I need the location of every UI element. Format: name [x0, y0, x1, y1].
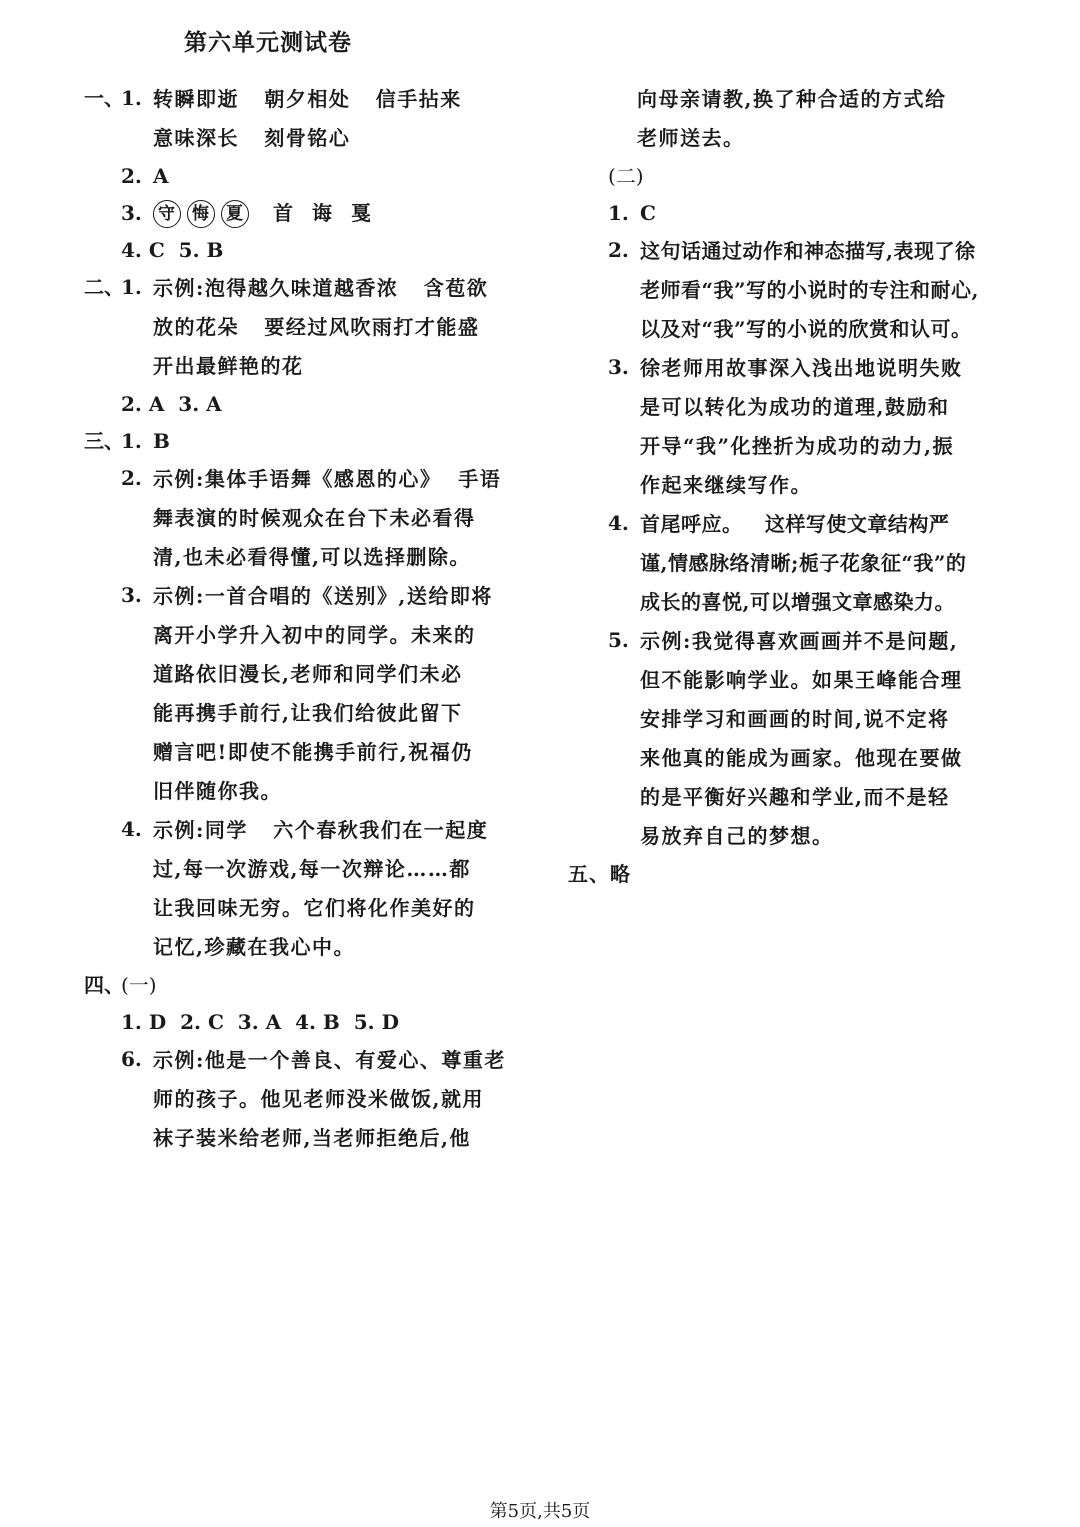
subsection-2-q4 — [608, 505, 1008, 622]
answer-line: 离开小学升入初中的同学。未来的 — [153, 623, 476, 647]
section-4-header — [84, 967, 504, 1004]
section-4-q6 — [84, 1041, 504, 1158]
answer-line: 谨,情感脉络清晰;栀子花象征“我”的 — [640, 551, 967, 575]
answer-text — [640, 232, 1008, 349]
question-number: 3. — [121, 583, 142, 607]
answer-text — [153, 577, 504, 811]
subsection-2-q2 — [608, 232, 1008, 349]
answer-line: 但不能影响学业。如果王峰能合理 — [640, 668, 963, 692]
question-number: 1. — [121, 429, 142, 453]
answer-text: A — [153, 164, 170, 188]
page-title: 第六单元测试卷 — [184, 29, 352, 56]
section-3-q2 — [84, 460, 504, 577]
answer-text — [640, 622, 1008, 856]
question-number: 2. — [608, 238, 629, 262]
answer-line: 让我回味无穷。它们将化作美好的 — [153, 896, 476, 920]
answer-text: C — [640, 201, 657, 225]
answer-line: 师的孩子。他见老师没米做饭,就用 — [153, 1087, 484, 1111]
answer-text — [640, 349, 1008, 505]
answer-line: 舞表演的时候观众在台下未必看得 — [153, 506, 476, 530]
answer-line: 向母亲请教,换了种合适的方式给 — [637, 87, 947, 111]
answer-text — [153, 269, 504, 386]
answer-line: 成长的喜悦,可以增强文章感染力。 — [640, 590, 955, 614]
answer-line: 是可以转化为成功的道理,鼓励和 — [640, 395, 950, 419]
left-column — [84, 80, 504, 1158]
section-3-q1 — [84, 423, 504, 460]
answer-line: 老师看“我”写的小说时的专注和耐心, — [640, 278, 979, 302]
answer-line: 记忆,珍藏在我心中。 — [153, 935, 355, 959]
answer-chars — [153, 195, 504, 232]
section-5 — [568, 856, 1008, 893]
section-2-q2-q3 — [84, 386, 504, 423]
answer-line: 转瞬即逝 朝夕相处 信手拈来 — [153, 87, 462, 111]
answer-line: 袜子装米给老师,当老师拒绝后,他 — [153, 1126, 471, 1150]
question-number: 1. — [121, 275, 142, 299]
answer-line: 示例:集体手语舞《感恩的心》 手语 — [153, 467, 502, 491]
answer-line: 首尾呼应。 这样写使文章结构严 — [640, 512, 950, 536]
answer-text — [637, 80, 1008, 158]
answer-line: 示例:一首合唱的《送别》,送给即将 — [153, 584, 493, 608]
answer-line: 能再携手前行,让我们给彼此留下 — [153, 701, 463, 725]
section-2-q1 — [84, 269, 504, 386]
answer-line: 道路依旧漫长,老师和同学们未必 — [153, 662, 463, 686]
correct-char: 诲 — [312, 201, 333, 225]
subsection-label: (二) — [608, 164, 644, 188]
answer-line: 开导“我”化挫折为成功的动力,振 — [640, 434, 954, 458]
answer-line: 意味深长 刻骨铭心 — [153, 126, 351, 150]
answer-line: 来他真的能成为画家。他现在要做 — [640, 746, 963, 770]
answer-line: 以及对“我”写的小说的欣赏和认可。 — [640, 317, 972, 341]
subsection-2-q1 — [608, 195, 1008, 232]
subsection-2-header — [608, 158, 1008, 195]
question-number: 4. — [608, 511, 629, 535]
answer-line: 示例:同学 六个春秋我们在一起度 — [153, 818, 489, 842]
section-3-q3 — [84, 577, 504, 811]
question-number: 3. — [121, 201, 142, 225]
question-number: 2. — [121, 466, 142, 490]
question-number: 6. — [121, 1047, 142, 1071]
section-1-q4-q5 — [84, 232, 504, 269]
question-number: 1. — [121, 86, 142, 110]
section-4-mcq — [84, 1004, 504, 1041]
section-1-label: 一、 — [84, 86, 124, 110]
answer-text: 1. D 2. C 3. A 4. B 5. D — [121, 1010, 399, 1034]
answer-text: B — [153, 429, 171, 453]
answer-line: 放的花朵 要经过风吹雨打才能盛 — [153, 315, 480, 339]
answer-line: 徐老师用故事深入浅出地说明失败 — [640, 356, 963, 380]
subsection-2-q5 — [608, 622, 1008, 856]
section-1-q2 — [84, 158, 504, 195]
section-3-label: 三、 — [84, 429, 124, 453]
answer-line: 开出最鲜艳的花 — [153, 354, 304, 378]
answer-line: 安排学习和画画的时间,说不定将 — [640, 707, 950, 731]
question-number: 4. — [121, 817, 142, 841]
answer-text — [153, 460, 504, 577]
section-1-q1 — [84, 80, 504, 158]
subsection-label: (一) — [121, 973, 157, 997]
circled-char: 守 — [153, 200, 181, 228]
question-number: 3. — [608, 355, 629, 379]
answer-text — [640, 505, 1008, 622]
answer-line: 示例:泡得越久味道越香浓 含苞欲 — [153, 276, 489, 300]
section-4-q6-continued — [568, 80, 1008, 158]
section-1-q3 — [84, 195, 504, 232]
circled-char: 悔 — [187, 200, 215, 228]
answer-line: 旧伴随你我。 — [153, 779, 282, 803]
question-number: 2. — [121, 164, 142, 188]
answer-text — [153, 811, 504, 967]
answer-text: 4. C 5. B — [121, 238, 224, 262]
section-4-label: 四、 — [84, 973, 124, 997]
answer-line: 老师送去。 — [637, 126, 745, 150]
circled-char: 夏 — [221, 200, 249, 228]
answer-text — [153, 1041, 506, 1158]
question-number: 1. — [608, 201, 629, 225]
answer-line: 作起来继续写作。 — [640, 473, 812, 497]
page-footer: 第5页,共5页 — [489, 1501, 591, 1522]
answer-text — [153, 80, 504, 158]
answer-line: 这句话通过动作和神态描写,表现了徐 — [640, 239, 976, 263]
answer-line: 赠言吧!即使不能携手前行,祝福仍 — [153, 740, 473, 764]
answer-line: 示例:他是一个善良、有爱心、尊重老 — [153, 1048, 506, 1072]
subsection-2-q3 — [608, 349, 1008, 505]
correct-char: 戛 — [351, 201, 372, 225]
answer-line: 清,也未必看得懂,可以选择删除。 — [153, 545, 471, 569]
question-number: 5. — [608, 628, 629, 652]
answer-text: 2. A 3. A — [121, 392, 222, 416]
answer-line: 的是平衡好兴趣和学业,而不是轻 — [640, 785, 950, 809]
answer-line: 易放弃自己的梦想。 — [640, 824, 834, 848]
answer-line: 示例:我觉得喜欢画画并不是问题, — [640, 629, 959, 653]
answer-line: 过,每一次游戏,每一次辩论……都 — [153, 857, 471, 881]
right-column — [568, 80, 1008, 893]
section-3-q4 — [84, 811, 504, 967]
section-2-label: 二、 — [84, 275, 124, 299]
section-5-label: 五、略 — [568, 862, 631, 886]
correct-char: 首 — [273, 201, 294, 225]
